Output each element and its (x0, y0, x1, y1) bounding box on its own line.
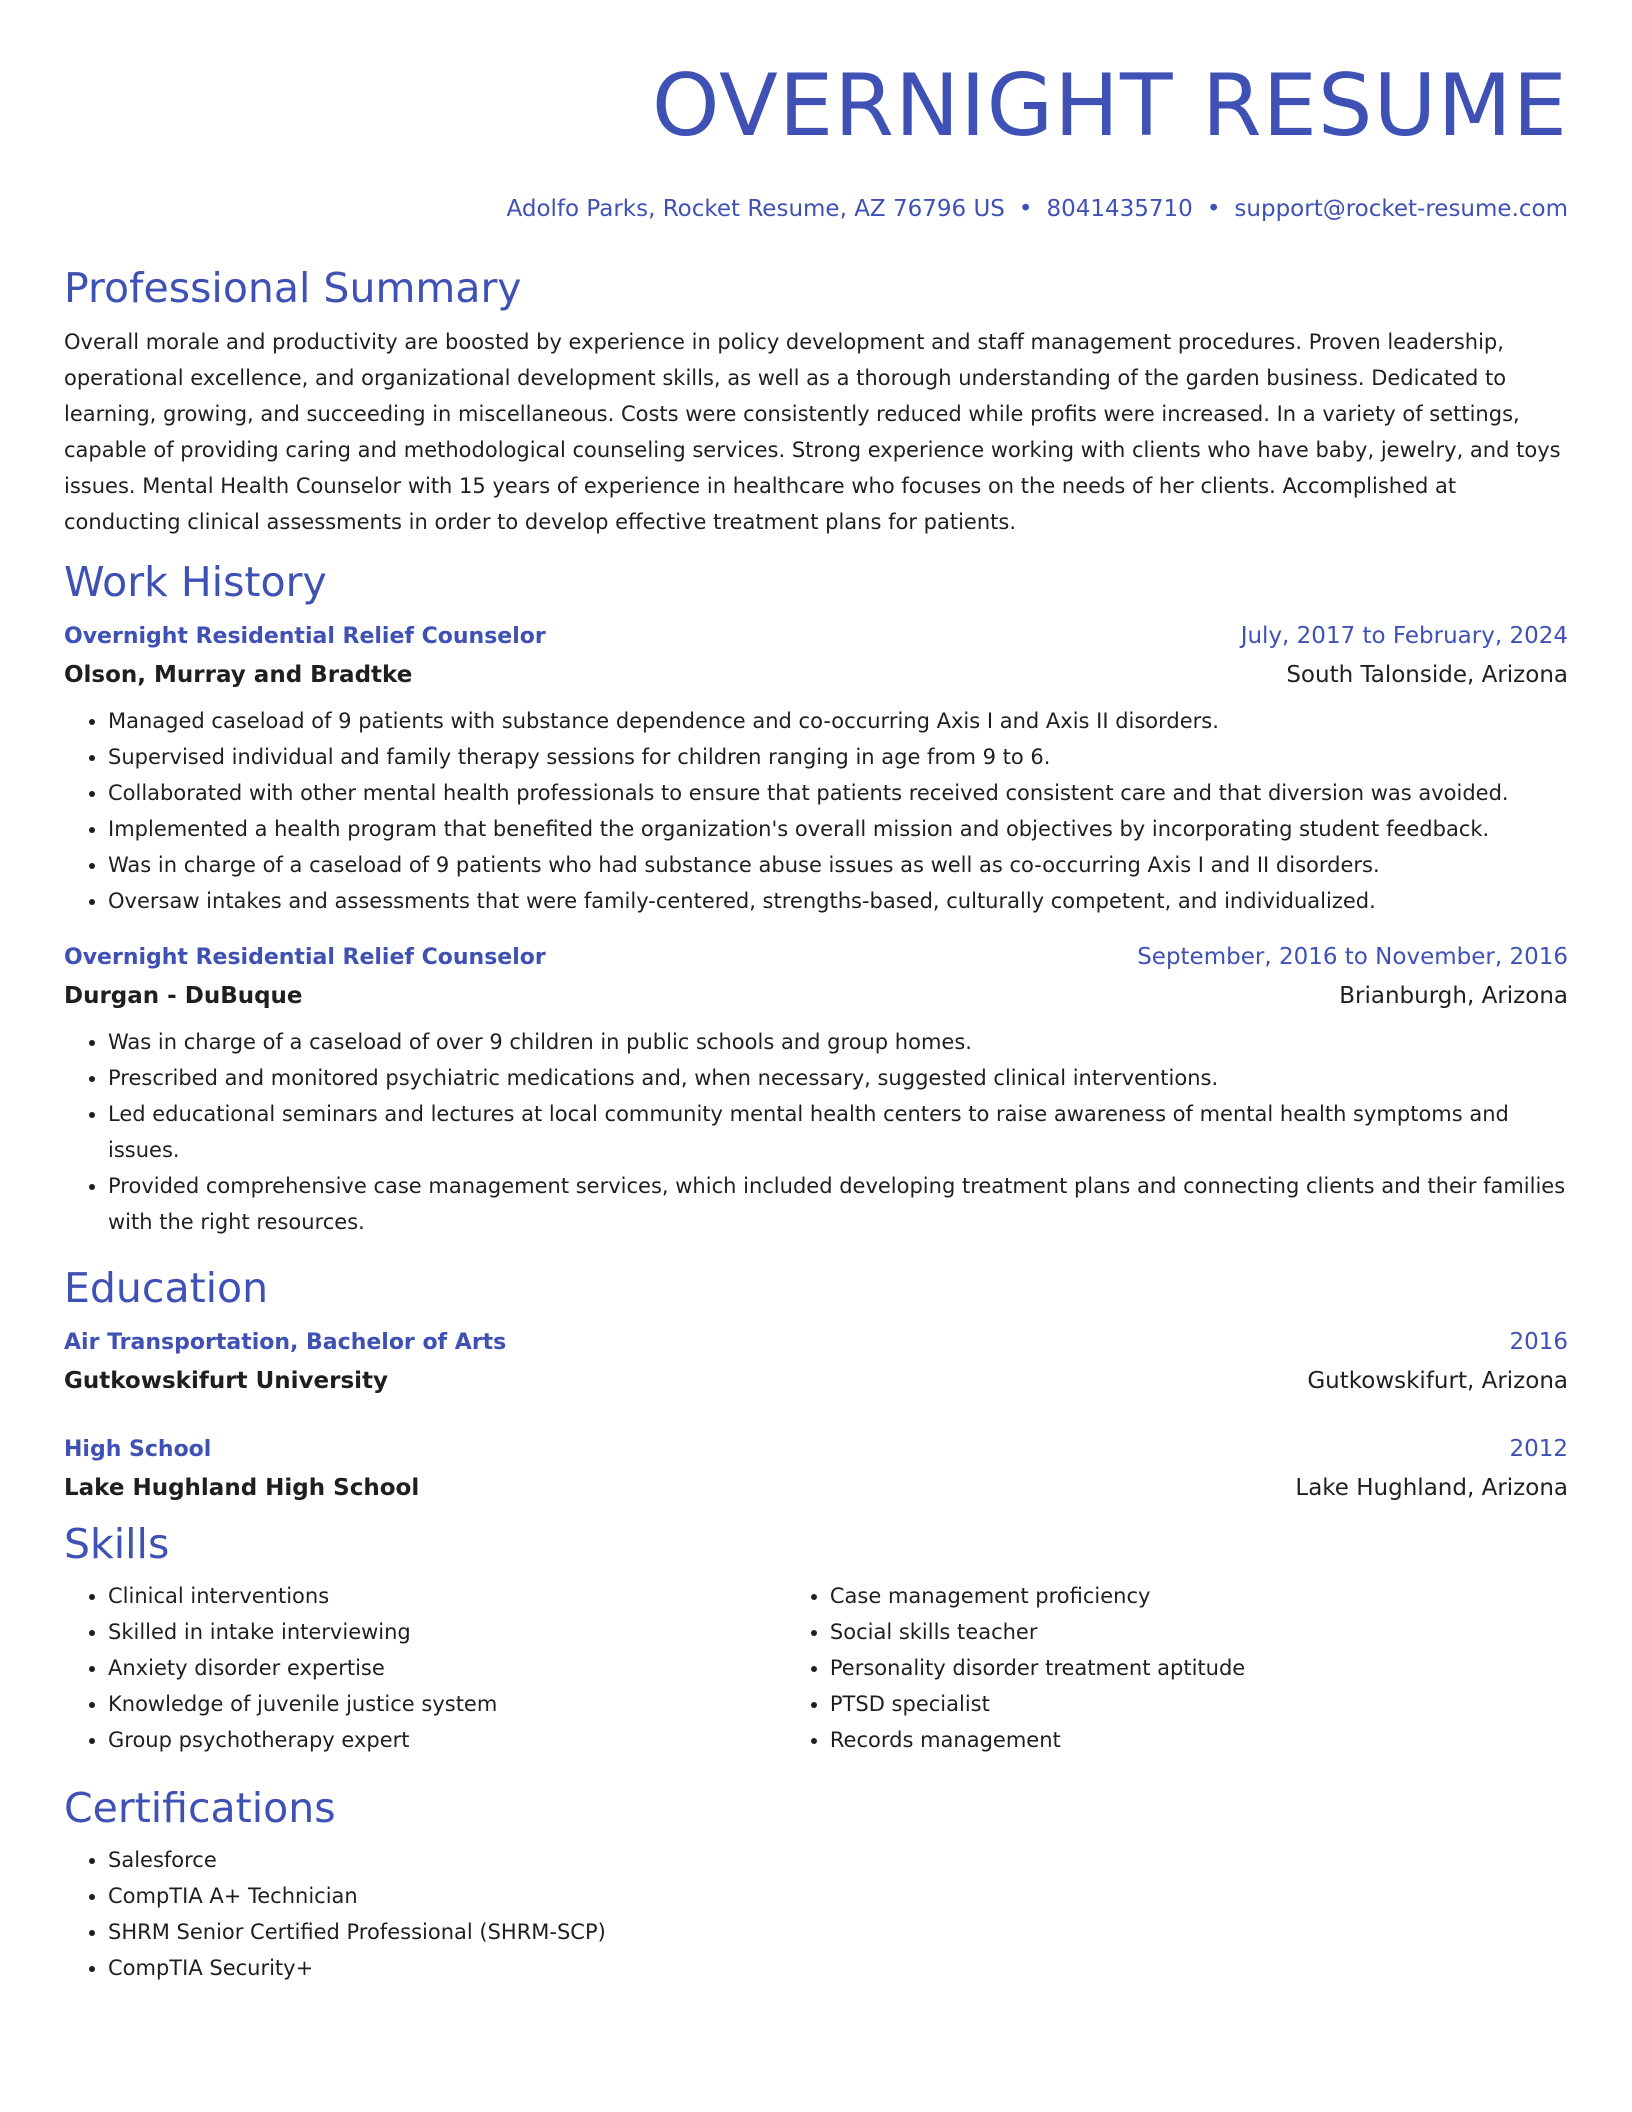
resume-page (64, 0, 1568, 1986)
job-bullet: • Collaborated with other mental health professionals to ensure that patients received consistent care and that diversion was avoided. (108, 775, 1568, 811)
job-bullet: • Provided comprehensive case management services, which included developing treatment plans and connecting clients and their families with the right resources. (108, 1168, 1568, 1240)
summary-heading: Professional Summary (64, 264, 522, 312)
skills-list-left (64, 1578, 786, 1758)
summary-text: Overall morale and productivity are boosted by experience in policy development and staff management procedures. Proven leadership, operational excellence, and organizational development skills, as well as a thorough understanding of the garden business. Dedicated to learning, growing, and succeeding in miscellaneous. Costs were consistently reduced while profits were increased. In a variety of settings, capable of providing caring and methodological counseling services. Strong experience working with clients who have baby, jewelry, and toys issues. Mental Health Counselor with 15 years of experience in healthcare who focuses on the needs of her clients. Accomplished at conducting clinical assessments in order to develop effective treatment plans for patients. (64, 330, 1561, 534)
education-entry (64, 1431, 1568, 1508)
job-bullet: • Implemented a health program that benefited the organization's overall mission and objectives by incorporating student feedback. (108, 811, 1568, 847)
skill-item: • PTSD specialist (830, 1686, 1568, 1722)
skill-item: • Case management proficiency (830, 1578, 1568, 1614)
job-bullet: • Prescribed and monitored psychiatric medications and, when necessary, suggested clinical interventions. (108, 1060, 1568, 1096)
education-school: Lake Hughland High School (64, 1475, 420, 1501)
job-company: Olson, Murray and Bradtke (64, 662, 413, 688)
contact-separator: • (1018, 196, 1033, 222)
skill-item: • Social skills teacher (830, 1614, 1568, 1650)
job-location: Brianburgh, Arizona (1339, 983, 1568, 1009)
job-title: Overnight Residential Relief Counselor (64, 624, 546, 649)
education-degree: High School (64, 1437, 212, 1462)
skills-heading: Skills (64, 1520, 170, 1568)
education-entry (64, 1324, 1568, 1401)
job-entry (64, 939, 1568, 1240)
job-bullets (64, 1024, 1568, 1240)
certifications-heading: Certifications (64, 1784, 336, 1832)
certification-item: • Salesforce (108, 1842, 1568, 1878)
job-entry (64, 618, 1568, 919)
skill-item: • Skilled in intake interviewing (108, 1614, 786, 1650)
resume-name: OVERNIGHT RESUME (651, 56, 1568, 156)
skills-list-right (786, 1578, 1568, 1758)
skill-item: • Records management (830, 1722, 1568, 1758)
skill-item: • Group psychotherapy expert (108, 1722, 786, 1758)
education-year: 2016 (1509, 1329, 1568, 1355)
skill-item: • Anxiety disorder expertise (108, 1650, 786, 1686)
contact-email[interactable]: support@rocket-resume.com (1234, 196, 1568, 222)
skill-item: • Personality disorder treatment aptitude (830, 1650, 1568, 1686)
skills-grid (64, 1578, 1568, 1758)
job-title: Overnight Residential Relief Counselor (64, 945, 546, 970)
job-bullet: • Supervised individual and family therapy sessions for children ranging in age from 9 to 6. (108, 739, 1568, 775)
contact-line (64, 194, 1568, 224)
education-heading: Education (64, 1264, 269, 1312)
job-bullet: • Oversaw intakes and assessments that were family-centered, strengths-based, culturally competent, and individualized. (108, 883, 1568, 919)
contact-address: Adolfo Parks, Rocket Resume, AZ 76796 US (506, 196, 1005, 222)
education-year: 2012 (1509, 1436, 1568, 1462)
contact-phone: 8041435710 (1046, 196, 1193, 222)
skill-item: • Clinical interventions (108, 1578, 786, 1614)
certification-item: • SHRM Senior Certified Professional (SHRM-SCP) (108, 1914, 1568, 1950)
education-location: Gutkowskifurt, Arizona (1307, 1368, 1568, 1394)
skill-item: • Knowledge of juvenile justice system (108, 1686, 786, 1722)
job-bullets (64, 703, 1568, 919)
job-location: South Talonside, Arizona (1286, 662, 1568, 688)
job-dates: July, 2017 to February, 2024 (1240, 623, 1568, 649)
education-location: Lake Hughland, Arizona (1295, 1475, 1568, 1501)
job-bullet: • Was in charge of a caseload of over 9 children in public schools and group homes. (108, 1024, 1568, 1060)
work-history-heading: Work History (64, 558, 327, 606)
certification-item: • CompTIA A+ Technician (108, 1878, 1568, 1914)
job-bullet: • Led educational seminars and lectures at local community mental health centers to raise awareness of mental health symptoms and issues. (108, 1096, 1568, 1168)
job-bullet: • Was in charge of a caseload of 9 patients who had substance abuse issues as well as co-occurring Axis I and II disorders. (108, 847, 1568, 883)
job-bullet: • Managed caseload of 9 patients with substance dependence and co-occurring Axis I and Axis II disorders. (108, 703, 1568, 739)
education-degree: Air Transportation, Bachelor of Arts (64, 1330, 507, 1355)
certifications-list (64, 1842, 1568, 1986)
certification-item: • CompTIA Security+ (108, 1950, 1568, 1986)
job-dates: September, 2016 to November, 2016 (1137, 944, 1568, 970)
contact-separator: • (1206, 196, 1221, 222)
education-school: Gutkowskifurt University (64, 1368, 388, 1394)
job-company: Durgan - DuBuque (64, 983, 303, 1009)
